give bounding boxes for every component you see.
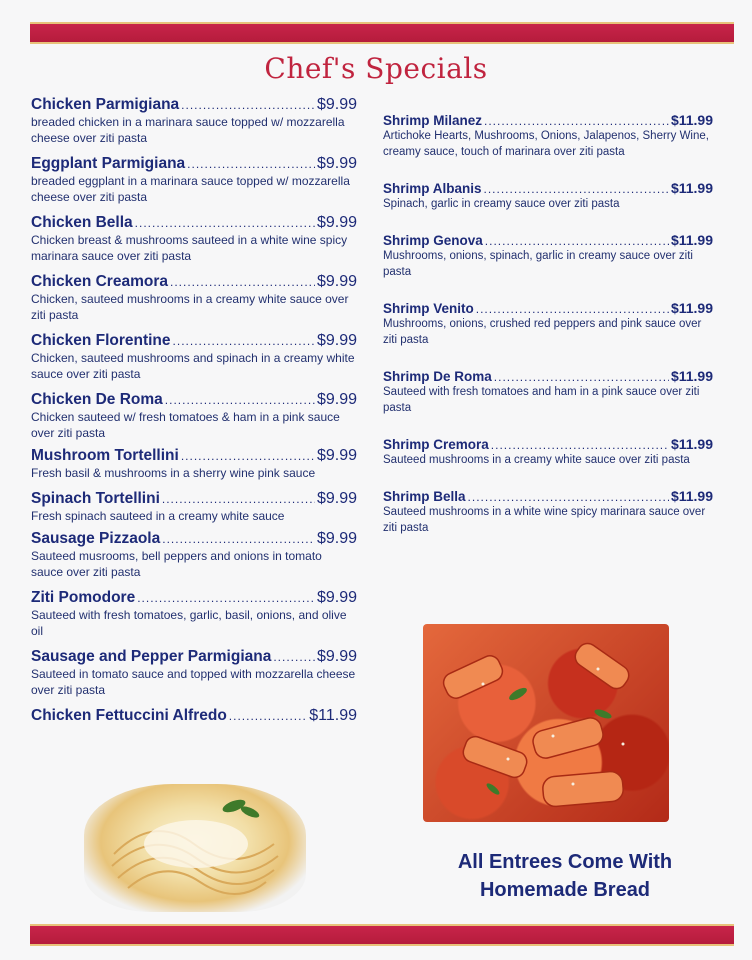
menu-item-header — [383, 180, 713, 196]
menu-item-name: Shrimp Venito — [383, 301, 474, 316]
fettuccini-alfredo-photo — [84, 784, 306, 912]
menu-item-header — [31, 648, 357, 666]
menu-item-price: $11.99 — [670, 180, 713, 196]
leader-dots — [229, 709, 307, 723]
menu-item-header — [383, 300, 713, 316]
menu-item-price: $9.99 — [316, 96, 357, 113]
menu-title: Chef's Specials — [264, 52, 488, 85]
menu-item — [31, 214, 357, 264]
menu-item-description: Mushrooms, onions, spinach, garlic in creamy sauce over ziti pasta — [383, 250, 693, 278]
leader-dots — [468, 490, 669, 504]
menu-item-name: Shrimp Cremora — [383, 437, 489, 452]
menu-item-header — [31, 589, 357, 607]
menu-item-header — [31, 332, 357, 350]
menu-item-header — [31, 490, 357, 508]
menu-item-header — [31, 707, 357, 725]
menu-item-name: Eggplant Parmigiana — [31, 155, 186, 172]
menu-item-header — [383, 368, 713, 384]
menu-item-price: $9.99 — [316, 589, 357, 606]
menu-item-header — [31, 214, 357, 232]
menu-item-price: $9.99 — [316, 155, 357, 172]
menu-item — [383, 300, 713, 348]
menu-item-price: $11.99 — [670, 368, 713, 384]
menu-item — [31, 490, 357, 524]
leader-dots — [476, 302, 669, 316]
menu-item-price: $11.99 — [670, 300, 713, 316]
menu-item-price: $9.99 — [316, 447, 357, 464]
menu-item-price: $11.99 — [309, 707, 357, 724]
bread-note-line-2: Homemade Bread — [479, 879, 651, 901]
menu-item-name: Shrimp De Roma — [383, 369, 492, 384]
leader-dots — [187, 157, 315, 171]
rigatoni-tomato-sauce-photo — [423, 624, 669, 822]
menu-item-description: Chicken sauteed w/ fresh tomatoes & ham in a pink sauce over ziti pasta — [31, 410, 340, 440]
menu-item — [383, 436, 713, 468]
menu-item-name: Sausage and Pepper Parmigiana — [31, 648, 272, 665]
menu-item-name: Shrimp Albanis — [383, 181, 482, 196]
menu-item — [383, 180, 713, 212]
menu-item-header — [383, 232, 713, 248]
menu-item — [31, 332, 357, 382]
rigatoni-illustration — [423, 624, 669, 822]
menu-item — [31, 589, 357, 639]
menu-item-name: Sausage Pizzaola — [31, 530, 161, 547]
menu-item-description: Sauteed with fresh tomatoes, garlic, basil, onions, and olive oil — [31, 608, 347, 638]
menu-item-description: Chicken, sauteed mushrooms in a creamy white sauce over ziti pasta — [31, 292, 349, 322]
menu-item-description: Sauteed musrooms, bell peppers and onions in tomato sauce over ziti pasta — [31, 549, 322, 579]
menu-item-description: Chicken, sauteed mushrooms and spinach in a creamy white sauce over ziti pasta — [31, 351, 355, 381]
menu-item-price: $9.99 — [316, 490, 357, 507]
menu-item — [31, 273, 357, 323]
menu-item-description: Sauteed mushrooms in a white wine spicy marinara sauce over ziti pasta — [383, 506, 706, 534]
menu-item-description: Sauteed mushrooms in a creamy white sauce over ziti pasta — [383, 454, 690, 466]
menu-item-description: breaded eggplant in a marinara sauce topped w/ mozzarella cheese over ziti pasta — [31, 174, 350, 204]
menu-item-price: $9.99 — [316, 214, 357, 231]
menu-item-price: $9.99 — [316, 648, 357, 665]
leader-dots — [162, 532, 315, 546]
menu-item — [383, 368, 713, 416]
menu-item-header — [31, 273, 357, 291]
menu-item-price: $11.99 — [670, 436, 713, 452]
menu-item-name: Chicken De Roma — [31, 391, 163, 408]
menu-item-name: Chicken Parmigiana — [31, 96, 180, 113]
menu-item-header — [31, 447, 357, 465]
menu-item-name: Shrimp Genova — [383, 233, 483, 248]
menu-item — [383, 488, 713, 536]
menu-item-header — [31, 391, 357, 409]
menu-item — [31, 447, 357, 481]
menu-item-name: Shrimp Milanez — [383, 113, 483, 128]
menu-item-description: Sauteed in tomato sauce and topped with mozzarella cheese over ziti pasta — [31, 667, 356, 697]
leader-dots — [135, 216, 315, 230]
menu-item-name: Chicken Florentine — [31, 332, 171, 349]
menu-item — [383, 232, 713, 280]
menu-item-price: $11.99 — [670, 488, 713, 504]
menu-item — [31, 96, 357, 146]
leader-dots — [173, 334, 315, 348]
menu-item — [31, 530, 357, 580]
right-menu-column — [383, 112, 713, 556]
leader-dots — [485, 234, 669, 248]
menu-item — [383, 112, 713, 160]
menu-item-price: $9.99 — [316, 273, 357, 290]
menu-item-description: Fresh basil & mushrooms in a sherry wine pink sauce — [31, 466, 316, 480]
leader-dots — [273, 650, 315, 664]
left-menu-column — [31, 96, 357, 734]
menu-item-price: $9.99 — [316, 530, 357, 547]
alfredo-illustration — [84, 784, 306, 912]
menu-item-price: $9.99 — [316, 332, 357, 349]
leader-dots — [484, 182, 669, 196]
bottom-decorative-bar — [30, 924, 734, 946]
menu-item-name: Chicken Bella — [31, 214, 133, 231]
leader-dots — [137, 591, 315, 605]
menu-item-name: Chicken Creamora — [31, 273, 168, 290]
bread-note-line-1: All Entrees Come With — [457, 851, 673, 873]
menu-item-name: Shrimp Bella — [383, 489, 466, 504]
menu-item-description: Mushrooms, onions, crushed red peppers and pink sauce over ziti pasta — [383, 318, 702, 346]
menu-item — [31, 707, 357, 725]
menu-item-header — [383, 436, 713, 452]
leader-dots — [165, 393, 315, 407]
top-decorative-bar — [30, 22, 734, 44]
menu-item-header — [31, 96, 357, 114]
menu-item — [31, 648, 357, 698]
leader-dots — [162, 492, 315, 506]
menu-item-name: Mushroom Tortellini — [31, 447, 179, 464]
leader-dots — [181, 98, 315, 112]
leader-dots — [484, 114, 669, 128]
bread-note — [400, 848, 730, 904]
leader-dots — [181, 449, 315, 463]
menu-item-price: $11.99 — [670, 112, 713, 128]
menu-item-price: $11.99 — [670, 232, 713, 248]
leader-dots — [494, 370, 669, 384]
menu-item-header — [31, 155, 357, 173]
menu-item — [31, 155, 357, 205]
leader-dots — [170, 275, 315, 289]
menu-item-name: Chicken Fettuccini Alfredo — [31, 707, 227, 724]
menu-item-name: Ziti Pomodore — [31, 589, 136, 606]
menu-item — [31, 391, 357, 441]
menu-item-header — [383, 112, 713, 128]
menu-item-description: Chicken breast & mushrooms sauteed in a white wine spicy marinara sauce over ziti pasta — [31, 233, 348, 263]
menu-item-name: Spinach Tortellini — [31, 490, 160, 507]
menu-item-description: Spinach, garlic in creamy sauce over ziti pasta — [383, 198, 620, 210]
menu-item-price: $9.99 — [316, 391, 357, 408]
menu-item-header — [383, 488, 713, 504]
leader-dots — [491, 438, 669, 452]
menu-item-description: breaded chicken in a marinara sauce topped w/ mozzarella cheese over ziti pasta — [31, 115, 345, 145]
menu-item-description: Fresh spinach sauteed in a creamy white sauce — [31, 509, 285, 523]
menu-item-description: Artichoke Hearts, Mushrooms, Onions, Jalapenos, Sherry Wine, creamy sauce, touch of marinara over ziti pasta — [383, 130, 709, 158]
menu-item-description: Sauteed with fresh tomatoes and ham in a pink sauce over ziti pasta — [383, 386, 700, 414]
menu-item-header — [31, 530, 357, 548]
